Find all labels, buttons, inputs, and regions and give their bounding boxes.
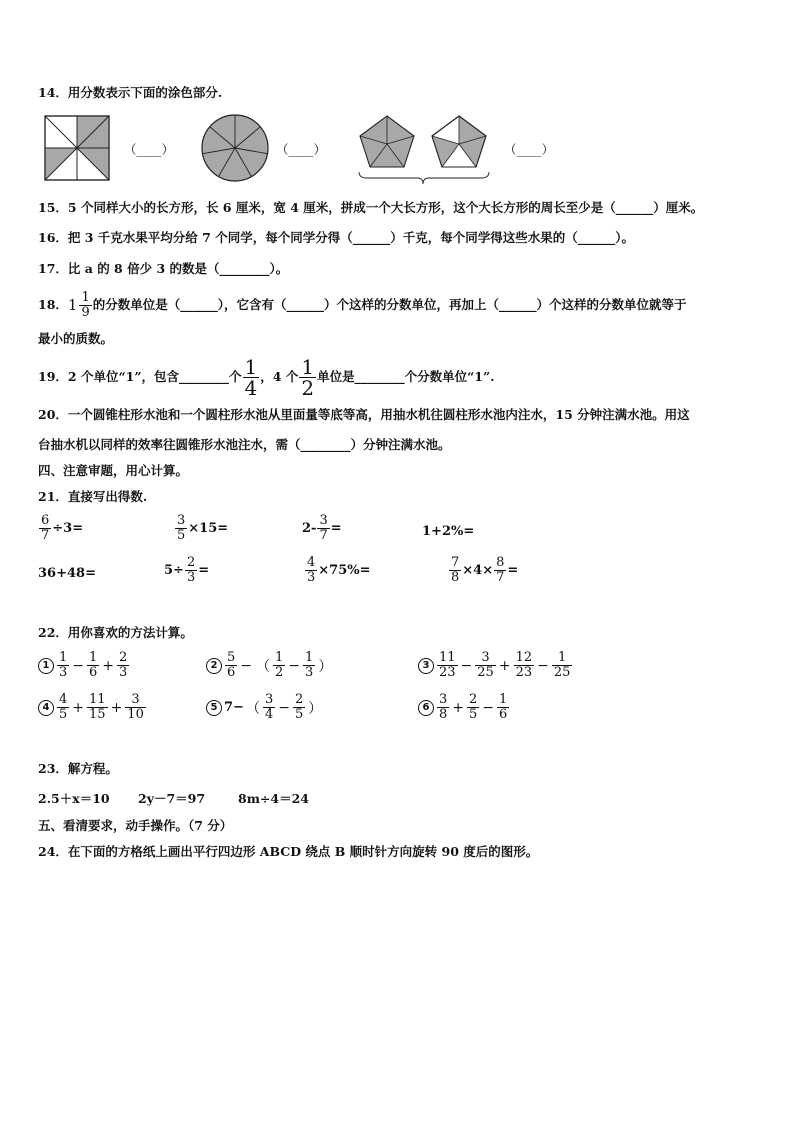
- q21-e3-tail: =: [330, 521, 342, 536]
- plus-sign: +: [72, 699, 85, 716]
- q22-marker-5: 5: [206, 700, 222, 716]
- q22-p3-e-den: 25: [553, 665, 571, 680]
- q22-p5-b-den: 4: [264, 707, 274, 722]
- q21-e6-head: 5÷: [164, 563, 184, 578]
- q22-p5-c-num: 2: [294, 692, 304, 707]
- q22-p2-c-num: 1: [305, 650, 314, 665]
- q19-f2-num: 1: [301, 354, 315, 379]
- q21-expr-6: [164, 556, 209, 585]
- q14-blank-2[interactable]: （____）: [276, 142, 327, 157]
- q22-problem-1: [38, 651, 130, 680]
- q21-expr-8: [448, 556, 518, 585]
- q18-mixed-whole: 1: [67, 296, 78, 314]
- q22-p5-c-den: 5: [294, 707, 304, 722]
- q22-p6-b-num: 2: [469, 692, 478, 707]
- q22-p1-a-num: 1: [59, 650, 68, 665]
- q22-p3-a-num: 11: [439, 650, 456, 665]
- q21-e1-tail: ÷3=: [52, 521, 84, 536]
- q19-part1: 19．2 个单位“1”，包含________个: [38, 369, 242, 384]
- q18-mixed-number: [68, 291, 93, 320]
- q18-line1: [38, 290, 687, 320]
- left-paren: （: [245, 700, 260, 717]
- q22-p4-a: [57, 693, 69, 722]
- q22-p1-c: [117, 651, 129, 680]
- q22-p2-a: [225, 651, 237, 680]
- q21-e3-num: 3: [319, 513, 328, 528]
- q18-line2: 最小的质数。: [38, 331, 114, 346]
- q22-problem-6: [418, 693, 510, 722]
- q21-expr-1: [38, 514, 83, 543]
- q22-p4-a-den: 5: [59, 707, 68, 722]
- q19-fraction-1: [243, 354, 260, 400]
- q21-expr-4: [422, 524, 474, 539]
- q23-text: 23．解方程。: [38, 761, 118, 776]
- q22-p6-c: [497, 693, 509, 722]
- q21-e1-frac: [39, 514, 51, 543]
- q22-p1-b: [87, 651, 99, 680]
- q17-text: 17．比 a 的 8 倍少 3 的数是（________）。: [38, 261, 289, 276]
- left-paren: （: [256, 658, 271, 675]
- minus-sign: −: [72, 657, 85, 674]
- q22-p2-a-num: 5: [227, 650, 236, 665]
- q21-e1-den: 7: [41, 528, 50, 543]
- q22-p1-b-num: 1: [89, 650, 98, 665]
- q24-text: 24．在下面的方格纸上画出平行四边形 ABCD 绕点 B 顺时针方向旋转 90 度后的图形。: [38, 844, 539, 859]
- q22-p6-c-num: 1: [499, 692, 508, 707]
- q22-p6-b: [467, 693, 479, 722]
- q22-p1-a-den: 3: [59, 665, 68, 680]
- q21-e6-num: 2: [186, 555, 196, 570]
- q22-marker-1: 1: [38, 658, 54, 674]
- minus-sign: −: [482, 699, 495, 716]
- q22-p6-a: [437, 693, 449, 722]
- q22-marker-3: 3: [418, 658, 434, 674]
- q19-f1-num: 1: [244, 354, 258, 379]
- q22-marker-6: 6: [418, 700, 434, 716]
- q21-e7-tail: ×75%=: [318, 563, 371, 578]
- q22-p2-c: [303, 651, 315, 680]
- q22-p4-b: [87, 693, 108, 722]
- q22-p4-c: [125, 693, 146, 722]
- plus-sign: +: [110, 699, 123, 716]
- q22-text: 22．用你喜欢的方法计算。: [38, 625, 193, 640]
- plus-sign: +: [102, 657, 115, 674]
- q22-p4-c-num: 3: [131, 692, 140, 707]
- q21-e7-num: 4: [307, 555, 316, 570]
- q22-p4-b-den: 15: [89, 707, 106, 722]
- plus-sign: +: [498, 657, 511, 674]
- q22-p5-head: 7−: [224, 700, 244, 715]
- q21-e8-frac-1: [449, 556, 461, 585]
- q22-p1-a: [57, 651, 69, 680]
- q14-blank-1[interactable]: （____）: [124, 142, 175, 157]
- pentagons-figure: [355, 110, 495, 186]
- q22-p1-c-num: 2: [119, 650, 128, 665]
- q22-p3-b-num: 3: [481, 650, 490, 665]
- q21-e8-frac-2: [494, 556, 506, 585]
- q22-p5-c: [293, 693, 305, 722]
- q21-e2-num: 3: [177, 513, 186, 528]
- q21-e2-tail: ×15=: [188, 521, 229, 536]
- q21-e6-den: 3: [186, 570, 196, 585]
- q21-e8-mid: ×4×: [462, 563, 494, 578]
- q21-e8-num1: 7: [451, 555, 460, 570]
- q21-e3-den: 7: [319, 528, 328, 543]
- q19-part2: ，4 个: [260, 369, 299, 384]
- minus-sign: −: [460, 657, 473, 674]
- q22-p3-e: [552, 651, 573, 680]
- q22-p3-b: [475, 651, 496, 680]
- q21-e6-frac: [185, 556, 197, 585]
- q15-text: 15．5 个同样大小的长方形，长 6 厘米，宽 4 厘米，拼成一个大长方形，这个大长方形的周长至少是（______）厘米。: [38, 200, 704, 215]
- q21-expr-5: [38, 566, 96, 581]
- q22-p3-b-den: 25: [477, 665, 494, 680]
- q21-e1-num: 6: [41, 513, 50, 528]
- q19-f1-den: 4: [244, 375, 258, 400]
- q21-e2-den: 5: [177, 528, 186, 543]
- q18-mixed-fraction: [79, 291, 91, 320]
- q21-e4-text: 1+2%=: [422, 524, 475, 539]
- q22-p3-c-den: 23: [515, 665, 533, 680]
- circle-figure: [200, 113, 270, 183]
- q22-p2-b-den: 2: [275, 665, 284, 680]
- q21-e8-tail: =: [507, 563, 519, 578]
- q22-p6-b-den: 5: [469, 707, 478, 722]
- q22-p4-c-den: 10: [127, 707, 144, 722]
- q22-problem-4: [38, 693, 147, 722]
- q19-fraction-2: [299, 354, 316, 400]
- minus-sign: −: [240, 657, 253, 674]
- plus-sign: +: [452, 699, 465, 716]
- q22-p3-c-num: 12: [515, 650, 533, 665]
- q22-p5-b: [263, 693, 275, 722]
- q22-p3-a: [437, 651, 458, 680]
- q18-number: 18．: [38, 297, 68, 312]
- q21-expr-3: [302, 514, 342, 543]
- minus-sign: −: [288, 657, 301, 674]
- q22-p6-a-num: 3: [439, 692, 448, 707]
- q22-problem-5: [206, 693, 324, 722]
- q19-line: [38, 356, 495, 398]
- q22-marker-2: 2: [206, 658, 222, 674]
- q22-p1-b-den: 6: [89, 665, 98, 680]
- section5-title: 五、看清要求，动手操作。（7 分）: [38, 818, 233, 833]
- q22-marker-4: 4: [38, 700, 54, 716]
- q21-e8-num2: 8: [496, 555, 505, 570]
- q20-line2: 台抽水机以同样的效率往圆锥形水池注水，需（________）分钟注满水池。: [38, 437, 451, 452]
- q21-e6-tail: =: [198, 563, 210, 578]
- q21-e5-text: 36+48=: [38, 566, 96, 581]
- q22-p2-b-num: 1: [275, 650, 284, 665]
- q21-expr-7: [304, 556, 371, 585]
- q22-p2-b: [273, 651, 285, 680]
- q19-part3: 单位是________个分数单位“1”.: [317, 369, 495, 384]
- q22-p2-c-den: 3: [305, 665, 314, 680]
- q21-e8-den1: 8: [451, 570, 460, 585]
- q21-e2-frac: [175, 514, 187, 543]
- q21-e3-head: 2-: [302, 521, 317, 536]
- q22-p1-c-den: 3: [119, 665, 128, 680]
- q20-line1: 20．一个圆锥柱形水池和一个圆柱形水池从里面量等底等高，用抽水机往圆柱形水池内注水，15 分钟注满水池。用这: [38, 407, 690, 422]
- q22-p6-c-den: 6: [499, 707, 508, 722]
- q22-p2-a-den: 6: [227, 665, 236, 680]
- q21-expr-2: [174, 514, 228, 543]
- q22-p4-b-num: 11: [89, 692, 106, 707]
- q22-p3-c: [514, 651, 535, 680]
- q21-e7-den: 3: [307, 570, 316, 585]
- q18-line1-text: 的分数单位是（______），它含有（______）个这样的分数单位，再加上（______）个这样的分数单位就等于: [92, 297, 687, 312]
- q19-f2-den: 2: [301, 375, 315, 400]
- q23-eq-3: 8m÷4＝24: [238, 791, 309, 806]
- right-paren: ）: [318, 658, 333, 675]
- q22-problem-3: [418, 651, 573, 680]
- q14-blank-3[interactable]: （____）: [504, 142, 555, 157]
- q22-p4-a-num: 4: [59, 692, 68, 707]
- q16-text: 16．把 3 千克水果平均分给 7 个同学，每个同学分得（______）千克，每个同学得这些水果的（______）。: [38, 230, 634, 245]
- square-figure: [44, 115, 110, 181]
- q22-p3-a-den: 23: [439, 665, 456, 680]
- q21-e7-frac: [305, 556, 317, 585]
- q23-eq-2: 2y－7＝97: [138, 791, 206, 806]
- q22-p3-e-num: 1: [557, 650, 567, 665]
- q22-p5-b-num: 3: [264, 692, 274, 707]
- q23-eq-1: 2.5＋x＝10: [38, 791, 110, 806]
- q22-problem-2: [206, 651, 334, 680]
- q21-text: 21．直接写出得数.: [38, 489, 148, 504]
- minus-sign: −: [537, 657, 549, 674]
- minus-sign: −: [278, 699, 290, 716]
- q18-mixed-num: 1: [81, 289, 90, 305]
- right-paren: ）: [308, 700, 323, 717]
- q21-e3-frac: [317, 514, 329, 543]
- section4-title: 四、注意审题，用心计算。: [38, 463, 189, 478]
- q21-e8-den2: 7: [496, 570, 505, 585]
- q18-mixed-den: 9: [81, 304, 90, 320]
- q14-text: 14．用分数表示下面的涂色部分.: [38, 85, 223, 100]
- q22-p6-a-den: 8: [439, 707, 448, 722]
